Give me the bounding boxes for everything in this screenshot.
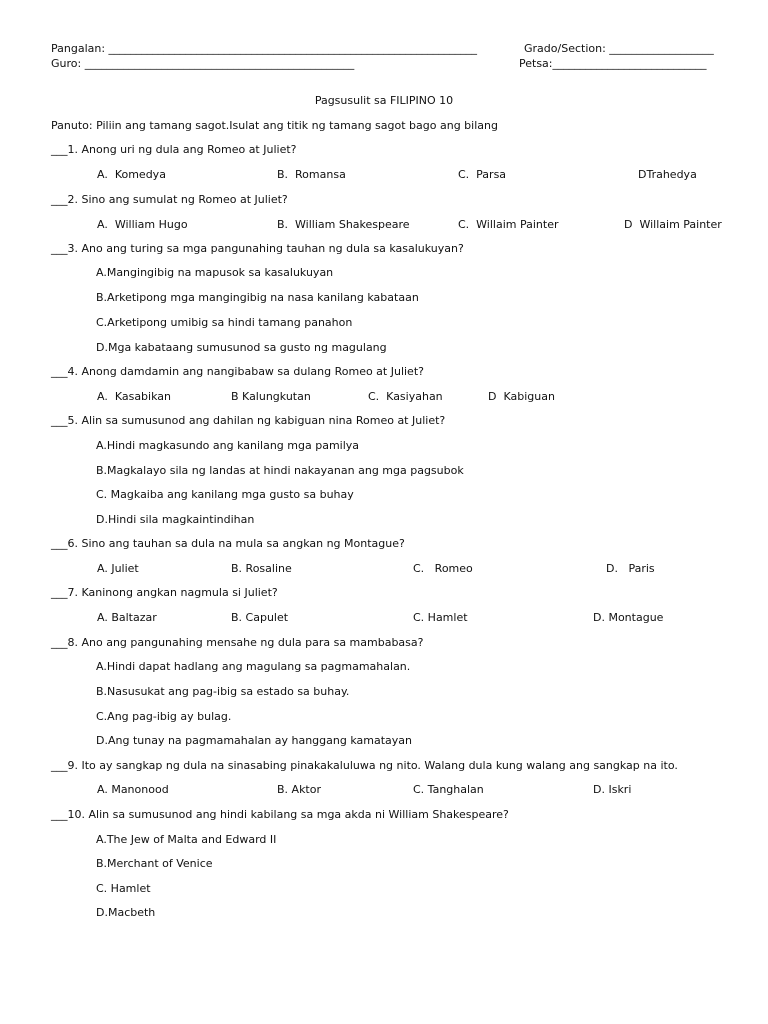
question-4-choice-b: B Kalungkutan [231,390,311,403]
exam-title: Pagsusulit sa FILIPINO 10 [314,94,454,107]
question-5-stem: ___5. Alin sa sumusunod ang dahilan ng kabiguan nina Romeo at Juliet? [51,414,446,427]
question-10-choice-c: C. Hamlet [96,882,151,895]
question-7-stem: ___7. Kaninong angkan nagmula si Juliet? [51,586,278,599]
question-3-stem: ___3. Ano ang turing sa mga pangunahing tauhan ng dula sa kasalukuyan? [51,242,464,255]
question-4-choice-a: A. Kasabikan [97,390,171,403]
question-1-choice-a: A. Komedya [97,168,166,181]
question-2-choice-a: A. William Hugo [97,218,188,231]
question-8-stem: ___8. Ano ang pangunahing mensahe ng dula para sa mambabasa? [51,636,424,649]
question-8-choice-d: D.Ang tunay na pagmamahalan ay hanggang kamatayan [96,734,412,747]
question-10-stem: ___10. Alin sa sumusunod ang hindi kabilang sa mga akda ni William Shakespeare? [51,808,509,821]
question-9-choice-c: C. Tanghalan [413,783,484,796]
question-2-choice-b: B. William Shakespeare [277,218,410,231]
question-5-choice-b: B.Magkalayo sila ng landas at hindi nakayanan ang mga pagsubok [96,464,464,477]
instructions: Panuto: Piliin ang tamang sagot.Isulat ang titik ng tamang sagot bago ang bilang [51,119,498,132]
question-7-choice-d: D. Montague [593,611,664,624]
question-3-choice-b: B.Arketipong mga mangingibig na nasa kanilang kabataan [96,291,419,304]
question-10-choice-d: D.Macbeth [96,906,156,919]
question-2-stem: ___2. Sino ang sumulat ng Romeo at Juliet? [51,193,288,206]
question-9-choice-a: A. Manonood [97,783,169,796]
question-9-choice-b: B. Aktor [277,783,321,796]
question-9-choice-d: D. Iskri [593,783,632,796]
question-2-choice-c: C. Willaim Painter [458,218,559,231]
question-4-choice-d: D Kabiguan [488,390,555,403]
question-1-choice-c: C. Parsa [458,168,507,181]
question-3-choice-a: A.Mangingibig na mapusok sa kasalukuyan [96,266,334,279]
date-field-label: Petsa:____________________________ [519,57,707,70]
question-7-choice-c: C. Hamlet [413,611,468,624]
question-5-choice-c: C. Magkaiba ang kanilang mga gusto sa buhay [96,488,354,501]
question-5-choice-d: D.Hindi sila magkaintindihan [96,513,255,526]
question-5-choice-a: A.Hindi magkasundo ang kanilang mga pamilya [96,439,360,452]
question-1-stem: ___1. Anong uri ng dula ang Romeo at Juliet? [51,143,297,156]
question-3-choice-c: C.Arketipong umibig sa hindi tamang panahon [96,316,353,329]
grade-section-field-label: Grado/Section: ___________________ [524,42,714,55]
question-2-choice-d: D Willaim Painter [624,218,722,231]
question-8-choice-b: B.Nasusukat ang pag-ibig sa estado sa buhay. [96,685,350,698]
question-7-choice-a: A. Baltazar [97,611,157,624]
question-9-stem: ___9. Ito ay sangkap ng dula na sinasabing pinakakaluluwa ng nito. Walang dula kung walang ang sangkap na ito. [51,759,678,772]
question-10-choice-b: B.Merchant of Venice [96,857,213,870]
question-1-choice-d: DTrahedya [638,168,697,181]
question-4-stem: ___4. Anong damdamin ang nangibabaw sa dulang Romeo at Juliet? [51,365,424,378]
question-3-choice-d: D.Mga kabataang sumusunod sa gusto ng magulang [96,341,387,354]
question-6-choice-d: D. Paris [606,562,655,575]
question-6-choice-b: B. Rosaline [231,562,292,575]
question-1-choice-b: B. Romansa [277,168,346,181]
question-7-choice-b: B. Capulet [231,611,289,624]
question-8-choice-c: C.Ang pag-ibig ay bulag. [96,710,232,723]
question-6-choice-c: C. Romeo [413,562,473,575]
question-6-stem: ___6. Sino ang tauhan sa dula na mula sa angkan ng Montague? [51,537,405,550]
question-10-choice-a: A.The Jew of Malta and Edward II [96,833,277,846]
question-4-choice-c: C. Kasiyahan [368,390,443,403]
question-8-choice-a: A.Hindi dapat hadlang ang magulang sa pagmamahalan. [96,660,411,673]
teacher-field-label: Guro: _________________________________________________ [51,57,355,70]
question-6-choice-a: A. Juliet [97,562,139,575]
name-field-label: Pangalan: ___________________________________________________________________ [51,42,478,55]
